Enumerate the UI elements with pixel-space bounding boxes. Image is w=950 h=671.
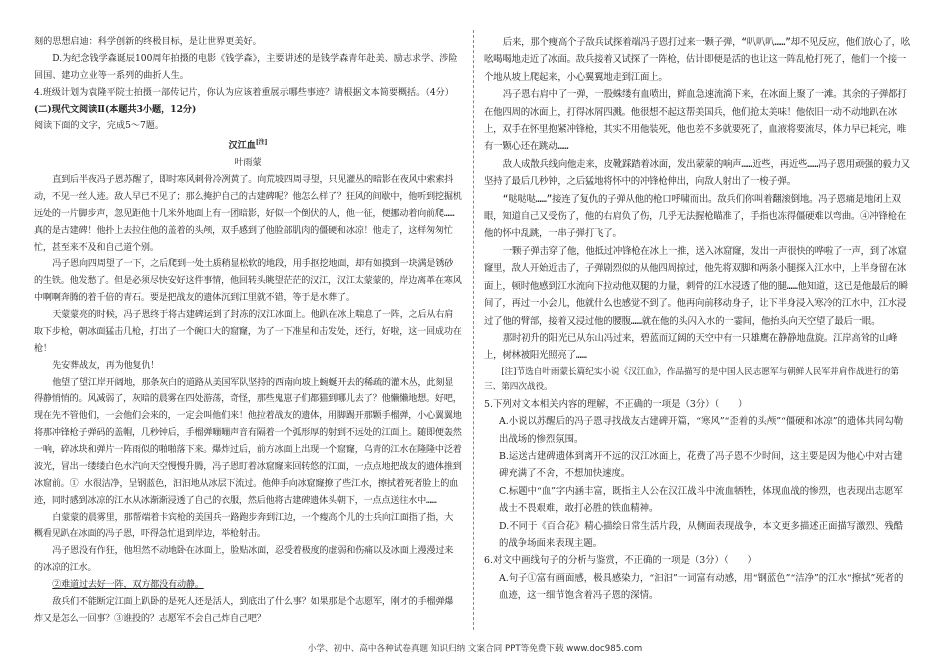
story-quote: 先安葬战友，再为他复仇！ — [52, 360, 160, 371]
story-paragraph: 敌兵们不能断定江面上趴卧的是死人还是活人，到底出了什么事？如果那是个志愿军，刚才的手榴弹爆炸又是怎么一回事？③谁投的？志愿军不会自己炸自己吧？ — [34, 596, 454, 624]
footnote: [注]节选自叶雨蒙长篇纪实小说《汉江血》，作品描写的是中国人民志愿军与朝鲜人民军并肩作战进行的第三、第四次战役。 — [484, 366, 899, 393]
story-paragraph: 天蒙蒙亮的时候，冯子恩终于将古建碑运到了封冻的汉江冰面上。他趴在冰上喘息了一阵，之后从右肩取下步枪，朝冰面猛击几枪，打出了一个碗口大的窟窿，为了一下准星和击发处，还行，好啦，这一回成功在枪！ — [34, 310, 462, 354]
story-title — [34, 135, 462, 155]
story-paragraph: 那时初升的阳光已从东山冯过来，碧蓝而辽阔的天空中有一只雄鹰在静静地盘旋。江岸高耸的山峰上，树林被阳光照亮了…… — [484, 332, 898, 362]
story-paragraph: 直到后半夜冯子恩苏醒了，即时寒风刺骨冷冽黄了。向荒坡四周寻望，只见灌丛的暗影在夜风中索索抖动，不见一丝人迹。敌人早已不见了；那么掩护自己的古建碑呢？他怎么样了？狂风的间歇中，他听到挖掘机远处的一片脚步声，忽见距他十几米外地面上有一团暗影，好似一个倒伏的人，他一征，便挪动着向前爬……真的是古建碑！他扑上去拉住他的盖着的头颅，双手感到了他脸部肌肉的僵硬和冰凉！他走了，这样匆匆忙忙，甚至来不及和自己道个别。 — [34, 175, 462, 253]
story-paragraph: 敌人成散兵线向他走来，皮靴踩踏着冰面，发出蒙蒙的响声……近些，再近些……冯子恩用顽强的毅力又坚持了最后几秒钟，之后猛地将怀中的冲锋枪伸出，向敌人射出了一梭子弹。 — [484, 158, 910, 188]
underlined-sentence: ②难道过去好一阵，双方都没有动静。 — [52, 580, 204, 591]
question-5-option-a: A.小说以苏醒后的冯子恩寻找战友古建碑开篇，“寒风”“歪着的头颅”“僵硬和冰凉”的遗体共同勾勒出战场的惨烈氛围。 — [499, 416, 904, 445]
question-5-option-b: B.运送古建碑遗体到离开不远的汉江冰面上，花费了冯子恩不少时间，这主要是因为他心中对古建碑充满了不舍，不想加快速度。 — [499, 450, 903, 480]
story-paragraph: 他望了望江岸开阔地，那条灰白的道路从美国军队坚持的西南向坡上蜿蜒开去的稀疏的灌木丛，此刻显得静悄悄的。风减弱了，灰暗的晨雾在四处游荡，奇怪，那些鬼崽子们都猫到哪儿去了？他懒懒地想。好吧，现在先不管他们，一会他们会来的，一定会叫他们来！他拉着战友的遗体，用脚踢开那颗手榴弹，小心翼翼地将那冲锋枪子弹码的盖帽，几秒钟后，手榴弹嘣嘣声音有隔着一个弧形厚的射到不远处的江面上。随即便轰然一响，碎冰块和弹片一阵雨似的啪啪落下来。爆炸过后，前方冰面上出现一个窟窿，乌青的江水在隆隆中泛着波光，冒出一缕缕白色水汽向天空慢慢升腾，冯子恩盯着冰窟窿来回转悠的江面，一点点地把战友的遗体推到冰窟前。① 水很洁净，呈钢蓝色，汩汩地从冰层下流过。他伸手向冰窟窿撩了些江水，擦拭着死者脸上的血迹，同时感到冰凉的江水从冰渐渐浸透了自己的衣服，然后他将古建碑遗体头朝下，一点点送往水中…… — [34, 377, 462, 506]
story-title-note-mark: [注] — [255, 139, 268, 147]
story-title-text: 汉江血 — [228, 140, 256, 152]
column-divider — [473, 30, 474, 630]
story-paragraph: 后来，那个瘦高个子敌兵试探着端冯子恩打过来一颗子弹，“叭叭叭……”却不见反应，他们放心了，吆吆喝喝地走近了冰面。敌兵接着又试探了一阵枪，估计即便是活的也让这一阵乱枪打死了，他们一个接一个地从坡上爬起来，小心翼翼地走到江面上。 — [484, 37, 910, 83]
question-5: 5.下列对文本相关内容的理解，不正确的一项是（3分）（ ） — [484, 398, 748, 410]
question-4: 4.班级计划为袁隆平院士拍摄一部传记片，你认为应该着重展示哪些事迹？请根据文本简要概括。（4分） — [34, 87, 454, 98]
story-paragraph: 冯子恩向四周望了一下，之后爬到一处土质稍显松软的地段，用手抠挖地面，却有如摸到一块满是锈砂的生铁。他发愁了。但是必须尽快安好这件事情，他回转头眺望茫茫的汉江，汉江太蒙蒙的，岸边离革在寒风中啊啊奔腾的着千倍的青石。要是把战友的遗体沉到江里就不错，等于是水葬了。 — [34, 259, 462, 304]
question-6-option-a: A.句子①富有画面感，极具感染力，“汩汩”一词富有动感，用“钢蓝色”“洁净”的江水“擦拭”死者的血迹，这一细节饱含着冯子恩的深情。 — [499, 572, 904, 602]
page-footer: 小学、初中、高中各种试卷真题 知识归纳 文案合同 PPT等免费下载 www.doc985.com — [307, 644, 643, 654]
section-title: (二)现代文阅读Ⅱ(本题共3小题，12分) — [34, 103, 197, 115]
story-author: 叶雨蒙 — [234, 158, 262, 169]
story-paragraph: “哒哒哒……”接连了复仇的子弹从他的枪口呼啸而出。敌兵们你叫着翻滚倒地。冯子恩痛是地闭上双眼，知道自己又受伤了，他的右肩负了伤，几乎无法握枪瞄准了，手指也冻得僵硬难以弯曲。④冲锋枪在他的怀中乱跳，一串子弹打飞了。 — [484, 193, 907, 240]
story-paragraph: 白蒙蒙的晨雾里，那帮端着卡宾枪的美国兵一路跑步奔到江边，一个瘦高个儿的士兵向江面指了指，大概看见趴在冰面的冯子恩，吓得急忙退到岸边，举枪射击。 — [34, 512, 454, 540]
question-5-option-d: D.不同于《百合花》精心描绘日常生活片段，从侧面表现战争，本文更多描述正面描写激烈、残酷的战争场面来表现主题。 — [499, 520, 903, 549]
left-column — [34, 34, 462, 628]
option-d: D.为纪念钱学森诞辰100周年拍摄的电影《钱学森》，主要讲述的是钱学森青年赴美、励志求学、涉险回国、建功立业等一系列的曲折人生。 — [34, 53, 458, 81]
right-column — [484, 34, 912, 605]
question-6: 6.对文中画线句子的分析与鉴赏，不正确的一项是（3分）（ ） — [484, 555, 757, 567]
question-5-option-c: C.标题中“血”字内涵丰富，既指主人公在汉江战斗中流血牺牲，体现血战的惨烈，也表现出志愿军战士不畏艰难，敢打必胜的铁血精神。 — [499, 485, 903, 515]
story-paragraph: 冯子恩没有作狂，他坦然不动地卧在冰面上，脸贴冰面，忍受着极度的虚弱和伤痛以及冰面上漫漫过来的冰凉的江水。 — [34, 546, 454, 574]
story-paragraph: 冯子恩右肩中了一弹，一股蛛缕有血喷出，鲜血急速流淌下来，在冰面上聚了一滩。其余的子弹都打在他四周的冰面上，打得冰屑四溅。他很想不起这帮美国兵，他们抢太美味！他依旧一动不动地趴在冰上，双手在怀里抱紧冲锋枪，其实不用他装死，他也差不多就要死了，血液将要流尽，体力早已耗完，唯有一颗心还在跳动…… — [484, 89, 907, 153]
instruction: 阅读下面的文字，完成5～7题。 — [34, 121, 165, 132]
intro-line: 刻的思想启迪：科学创新的终极目标，是让世界更美好。 — [34, 37, 262, 47]
story-paragraph: 一颗子弹击穿了他，他抵过冲锋枪在冰上一推，送入冰窟窿，发出一声很快的哗啦了一声，到了冰窟窿里，敌人开始近击了，子弹剧烈似的从他四周掠过，他先将双脚和两条小腿探入江水中，上半身留在冰面上，顿时他感到江水流向下拉动他双腿的力量，刺骨的江水浸透了他的腿……他知道，这已是他最后的瞬间了，再过一小会儿，他就什么也感觉不到了。他再向前移动身子，让下半身浸入寒冷的江水中，江水浸过了他的臂部，接着又浸过他的腰腹……就在他的头闪入水的一霎间，他抬头向天空望了最后一眼。 — [484, 245, 908, 327]
